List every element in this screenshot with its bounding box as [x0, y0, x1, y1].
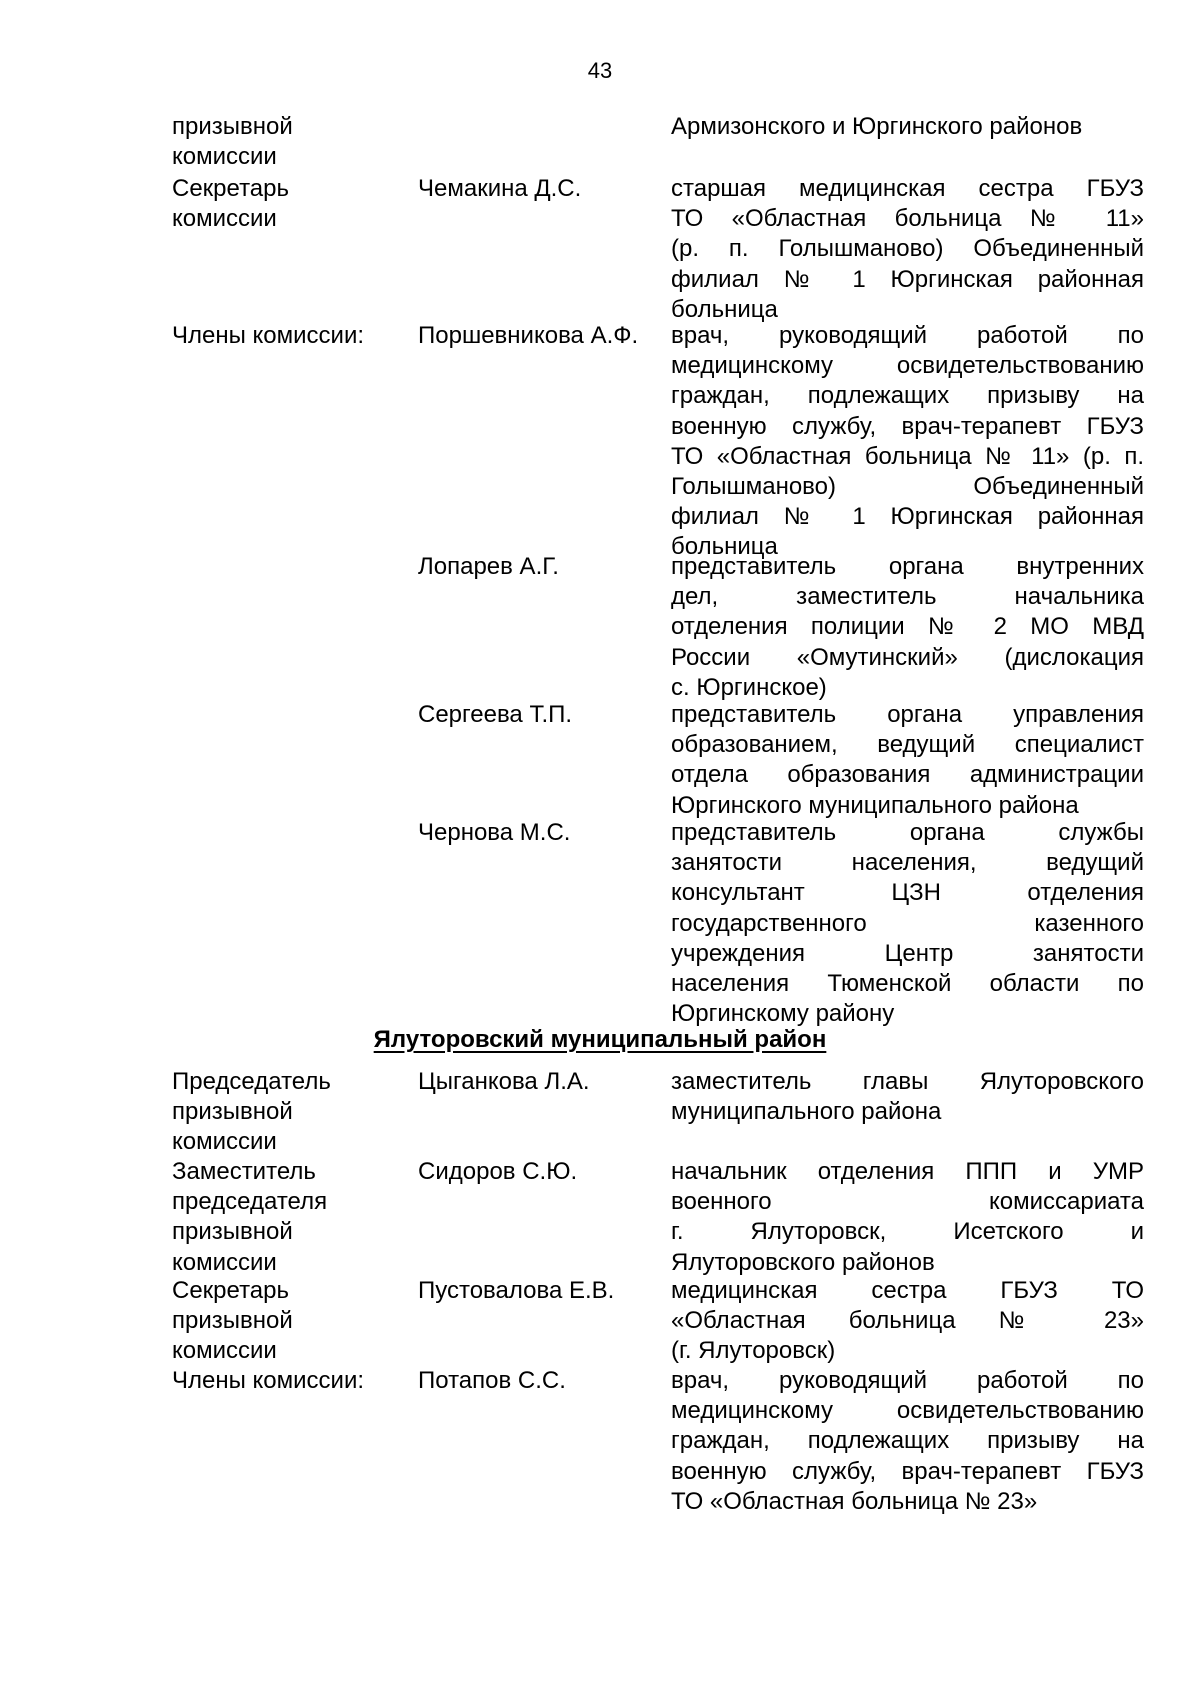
position-line: заместитель главы Ялуторовского: [671, 1068, 1144, 1095]
position-line: «Областная больница № 23»: [671, 1307, 1144, 1335]
position-line: (г. Ялуторовск): [671, 1337, 836, 1365]
member-name: Потапов С.С.: [418, 1367, 566, 1394]
district-heading-text: Ялуторовский муниципальный район: [373, 1026, 827, 1053]
position-line: г. Ялуторовск, Исетского и: [671, 1218, 1144, 1246]
member-name: Цыганкова Л.А.: [418, 1068, 590, 1095]
position-cell: [671, 552, 1144, 703]
position-line: граждан, подлежащих призыву на: [671, 1427, 1144, 1455]
position-line: ТО «Областная больница № 11»: [671, 205, 1144, 233]
position-line: Юргинского муниципального района: [671, 791, 1079, 819]
position-line: представитель органа внутренних: [671, 553, 1144, 580]
position-line: Ялуторовского районов: [671, 1248, 935, 1276]
position-cell: [671, 1276, 1144, 1367]
position-line: населения Тюменской области по: [671, 970, 1144, 998]
member-name: Сидоров С.Ю.: [418, 1158, 578, 1185]
position-line: дел, заместитель начальника: [671, 583, 1144, 611]
position-line: медицинскому освидетельствованию: [671, 1397, 1144, 1425]
role-line: комиссии: [172, 143, 277, 171]
role-cell: [172, 1067, 408, 1158]
member-name: Лопарев А.Г.: [418, 553, 559, 580]
role-cell: [172, 321, 408, 351]
position-line: консультант ЦЗН отделения: [671, 879, 1144, 907]
role-line: Члены комиссии:: [172, 322, 365, 349]
district-heading: [0, 1025, 1200, 1055]
role-line: комиссии: [172, 1128, 277, 1156]
role-line: председателя: [172, 1188, 328, 1216]
position-cell: [671, 818, 1144, 1029]
position-line: Юргинскому району: [671, 1000, 895, 1028]
position-line: военную службу, врач-терапевт ГБУЗ: [671, 412, 1144, 440]
role-line: комиссии: [172, 205, 277, 233]
position-line: Армизонского и Юргинского районов: [671, 113, 1083, 140]
position-line: ТО «Областная больница № 11» (р. п.: [671, 442, 1144, 470]
position-line: врач, руководящий работой по: [671, 322, 1144, 349]
position-line: представитель органа управления: [671, 701, 1144, 728]
role-cell: [172, 1276, 408, 1367]
position-line: (р. п. Голышманово) Объединенный: [671, 235, 1144, 263]
position-line: филиал № 1 Юргинская районная: [671, 265, 1144, 293]
role-cell: [172, 1366, 408, 1396]
position-line: военную службу, врач-терапевт ГБУЗ: [671, 1457, 1144, 1485]
page-number: 43: [587, 58, 613, 83]
member-name: Чемакина Д.С.: [418, 175, 582, 202]
position-line: военного комиссариата: [671, 1188, 1144, 1216]
position-line: граждан, подлежащих призыву на: [671, 382, 1144, 410]
position-cell: [671, 1366, 1144, 1517]
role-cell: [172, 174, 408, 234]
position-line: представитель органа службы: [671, 819, 1144, 846]
position-line: врач, руководящий работой по: [671, 1367, 1144, 1394]
position-line: отделения полиции № 2 МО МВД: [671, 613, 1144, 641]
role-line: Члены комиссии:: [172, 1367, 365, 1394]
position-line: медицинскому освидетельствованию: [671, 352, 1144, 380]
position-cell: [671, 174, 1144, 325]
role-line: Секретарь: [172, 1277, 289, 1304]
position-line: старшая медицинская сестра ГБУЗ: [671, 175, 1144, 202]
position-cell: [671, 1157, 1144, 1278]
member-name: Пустовалова Е.В.: [418, 1277, 615, 1304]
role-line: Секретарь: [172, 175, 289, 202]
position-line: с. Юргинское): [671, 673, 827, 701]
role-line: призывной: [172, 113, 293, 140]
position-line: больница: [671, 533, 778, 561]
position-cell: [671, 700, 1144, 821]
position-line: начальник отделения ППП и УМР: [671, 1158, 1144, 1185]
position-cell: [671, 321, 1144, 563]
role-cell: [172, 112, 408, 172]
role-line: Председатель: [172, 1068, 331, 1095]
member-name: Чернова М.С.: [418, 819, 571, 846]
role-line: призывной: [172, 1218, 293, 1246]
role-line: комиссии: [172, 1337, 277, 1365]
role-line: призывной: [172, 1307, 293, 1335]
position-line: занятости населения, ведущий: [671, 849, 1144, 877]
role-line: Заместитель: [172, 1158, 316, 1185]
position-line: больница: [671, 295, 778, 323]
position-cell: [671, 1067, 1144, 1127]
role-line: комиссии: [172, 1248, 277, 1276]
position-line: филиал № 1 Юргинская районная: [671, 503, 1144, 531]
position-line: учреждения Центр занятости: [671, 939, 1144, 967]
member-name: Сергеева Т.П.: [418, 701, 573, 728]
role-cell: [172, 1157, 408, 1278]
position-line: ТО «Областная больница № 23»: [671, 1487, 1038, 1515]
position-line: муниципального района: [671, 1098, 942, 1126]
position-cell: [671, 112, 1144, 142]
member-name: Поршевникова А.Ф.: [418, 322, 639, 349]
position-line: России «Омутинский» (дислокация: [671, 643, 1144, 671]
role-line: призывной: [172, 1098, 293, 1126]
position-line: Голышманово) Объединенный: [671, 473, 1144, 501]
position-line: государственного казенного: [671, 909, 1144, 937]
position-line: образованием, ведущий специалист: [671, 731, 1144, 759]
position-line: медицинская сестра ГБУЗ ТО: [671, 1277, 1144, 1304]
position-line: отдела образования администрации: [671, 761, 1144, 789]
